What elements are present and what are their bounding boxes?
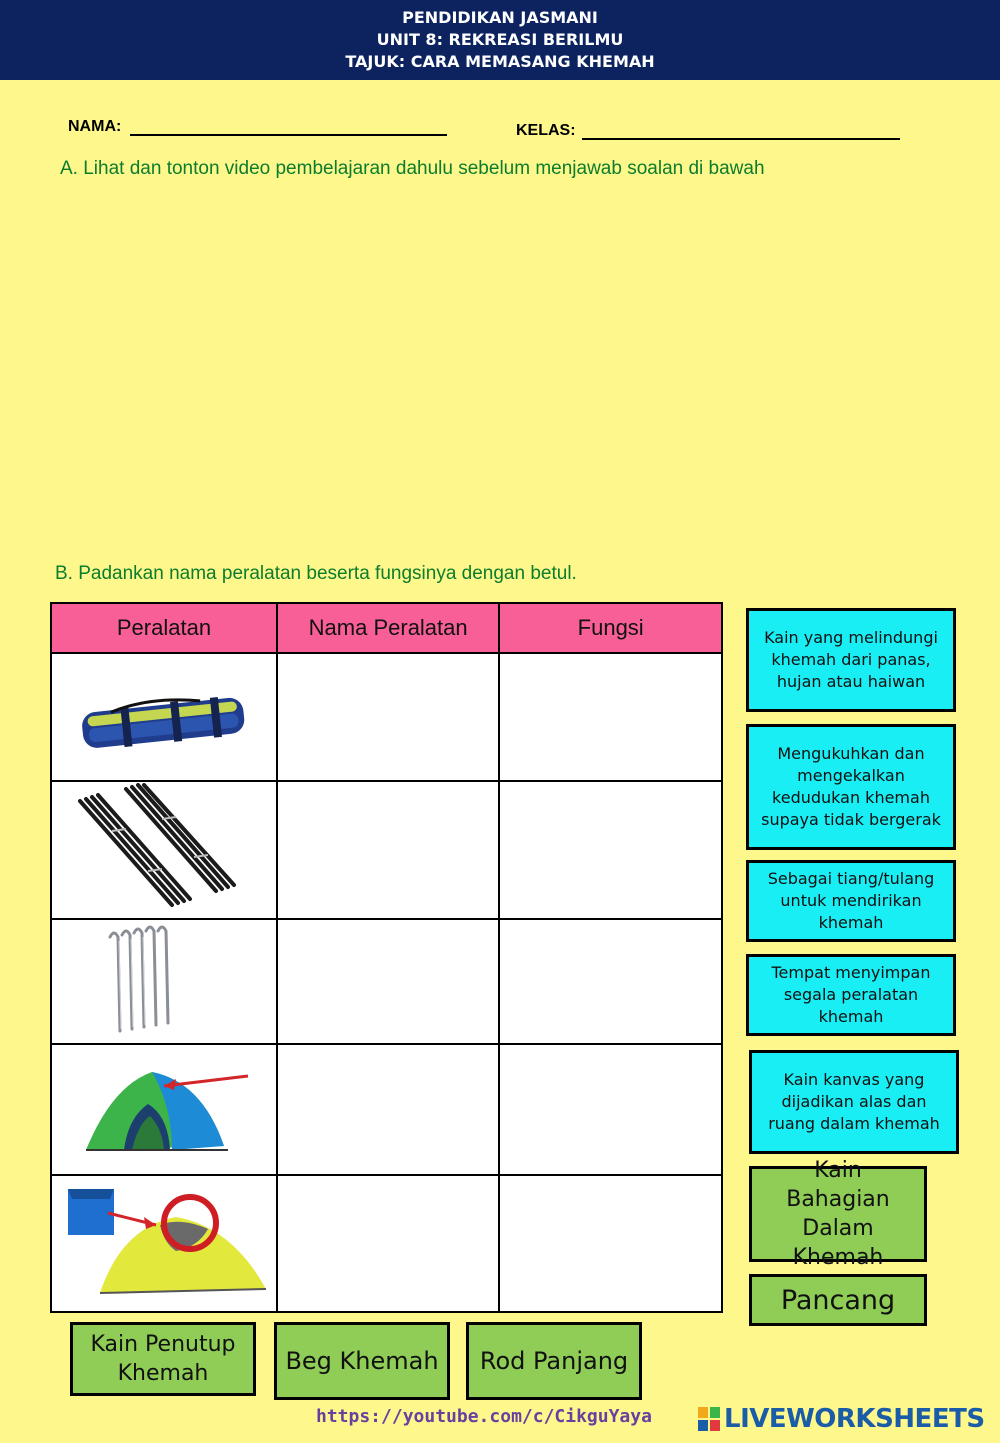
equipment-cell [51, 1175, 277, 1312]
name-label: NAMA: [68, 118, 122, 135]
name-answer-cell[interactable] [277, 653, 499, 781]
function-card-inner-space[interactable]: Kain kanvas yang dijadikan alas dan ruang dalam khemah [749, 1050, 959, 1154]
header-subject: PENDIDIKAN JASMANI [402, 8, 598, 27]
section-b-instruction: B. Padankan nama peralatan beserta fungsinya dengan betul. [55, 563, 577, 584]
header-nama-peralatan: Nama Peralatan [277, 603, 499, 653]
name-field[interactable] [130, 134, 447, 136]
tent-inner-image [52, 1177, 274, 1310]
header-fungsi: Fungsi [499, 603, 722, 653]
function-card-secure[interactable]: Mengukuhkan dan mengekalkan kedudukan khemah supaya tidak bergerak [746, 724, 956, 850]
table-row [51, 1044, 722, 1175]
name-card-inner-fabric[interactable]: Kain Bahagian Dalam Khemah [749, 1166, 927, 1262]
table-row [51, 653, 722, 781]
function-answer-cell[interactable] [499, 919, 722, 1044]
table-row [51, 919, 722, 1044]
youtube-credit: https://youtube.com/c/CikguYaya [316, 1406, 652, 1427]
name-card-peg[interactable]: Pancang [749, 1274, 927, 1326]
tent-pegs-image [52, 921, 274, 1042]
class-label: KELAS: [516, 122, 576, 139]
equipment-cell [51, 1044, 277, 1175]
function-card-protect[interactable]: Kain yang melindungi khemah dari panas, hujan atau haiwan [746, 608, 956, 712]
class-field[interactable] [582, 138, 900, 140]
table-row [51, 781, 722, 919]
function-answer-cell[interactable] [499, 1044, 722, 1175]
name-card-outer-fabric[interactable]: Kain Penutup Khemah [70, 1322, 256, 1396]
table-row [51, 1175, 722, 1312]
liveworksheets-brand [698, 1404, 985, 1434]
name-answer-cell[interactable] [277, 1044, 499, 1175]
function-card-support[interactable]: Sebagai tiang/tulang untuk mendirikan khemah [746, 860, 956, 942]
name-answer-cell[interactable] [277, 781, 499, 919]
equipment-cell [51, 781, 277, 919]
name-answer-cell[interactable] [277, 919, 499, 1044]
name-answer-cell[interactable] [277, 1175, 499, 1312]
equipment-cell [51, 919, 277, 1044]
section-a-instruction: A. Lihat dan tonton video pembelajaran dahulu sebelum menjawab soalan di bawah [60, 158, 765, 179]
function-card-storage[interactable]: Tempat menyimpan segala peralatan khemah [746, 954, 956, 1036]
function-answer-cell[interactable] [499, 1175, 722, 1312]
name-card-tent-bag[interactable]: Beg Khemah [274, 1322, 450, 1400]
function-answer-cell[interactable] [499, 781, 722, 919]
matching-table [50, 602, 723, 1313]
header-topic: TAJUK: CARA MEMASANG KHEMAH [345, 52, 655, 71]
header-unit: UNIT 8: REKREASI BERILMU [376, 30, 624, 49]
tent-poles-image [52, 783, 274, 917]
equipment-cell [51, 653, 277, 781]
tent-bag-image [52, 655, 274, 779]
tent-outer-image [52, 1046, 274, 1173]
header-peralatan: Peralatan [51, 603, 277, 653]
header-banner [0, 0, 1000, 80]
brand-text: LIVEWORKSHEETS [724, 1404, 985, 1434]
liveworksheets-logo-icon [698, 1407, 720, 1431]
function-answer-cell[interactable] [499, 653, 722, 781]
name-card-long-rod[interactable]: Rod Panjang [466, 1322, 642, 1400]
